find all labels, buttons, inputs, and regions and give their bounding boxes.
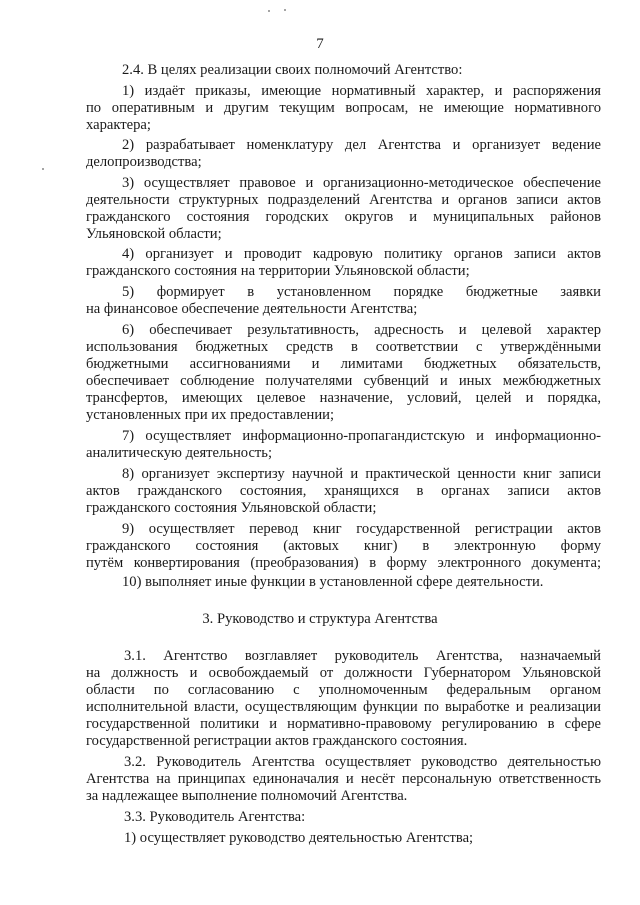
paragraph-line: области по согласованию с уполномоченным федеральным органом xyxy=(86,682,601,698)
paragraph-line: 5) формирует в установленном порядке бюджетные заявки xyxy=(122,284,601,300)
paragraph-line: актов гражданского состояния, хранящихся в органах записи актов xyxy=(86,483,601,499)
paragraph-line: 6) обеспечивает результативность, адресность и целевой характер xyxy=(122,322,601,338)
scan-speck xyxy=(268,10,270,12)
paragraph-line: путём конвертирования (преобразования) в форму электронного документа; xyxy=(86,555,601,571)
paragraph-line: использования бюджетных средств в соответствии с утверждёнными xyxy=(86,339,601,355)
paragraph-line: 2.4. В целях реализации своих полномочий Агентство: xyxy=(122,62,463,78)
scan-speck xyxy=(284,9,286,11)
paragraph-line: государственной политики и нормативно-правовому регулированию в сфере xyxy=(86,716,601,732)
paragraph-line: аналитическую деятельность; xyxy=(86,445,273,461)
paragraph-line: 3.3. Руководитель Агентства: xyxy=(124,809,306,825)
scan-speck xyxy=(42,168,44,170)
paragraph-line: на финансовое обеспечение деятельности Агентства; xyxy=(86,301,418,317)
paragraph-line: деятельности структурных подразделений Агентства и органов записи актов xyxy=(86,192,601,208)
paragraph-line: государственной регистрации актов гражданского состояния. xyxy=(86,733,468,749)
paragraph-line: бюджетными ассигнованиями и лимитами бюджетных обязательств, xyxy=(86,356,601,372)
paragraph-line: 1) осуществляет руководство деятельностью Агентства; xyxy=(124,830,474,846)
paragraph-line: 4) организует и проводит кадровую политику органов записи актов xyxy=(122,246,601,262)
paragraph-line: 8) организует экспертизу научной и практической ценности книг записи xyxy=(122,466,601,482)
paragraph-line: гражданского состояния на территории Ульяновской области; xyxy=(86,263,470,279)
paragraph-line: 3.1. Агентство возглавляет руководитель Агентства, назначаемый xyxy=(124,648,601,664)
paragraph-line: исполнительной власти, осуществляющим функции по выработке и реализации xyxy=(86,699,601,715)
paragraph-line: 3) осуществляет правовое и организационно-методическое обеспечение xyxy=(122,175,601,191)
paragraph-line: гражданского состояния (актовых книг) в электронную форму xyxy=(86,538,601,554)
paragraph-line: 9) осуществляет перевод книг государственной регистрации актов xyxy=(122,521,601,537)
paragraph-line: делопроизводства; xyxy=(86,154,202,170)
paragraph-line: 1) издаёт приказы, имеющие нормативный характер, и распоряжения xyxy=(122,83,601,99)
paragraph-line: трансфертов, имеющих целевое назначение, условий, целей и порядка, xyxy=(86,390,601,406)
paragraph-line: 10) выполняет иные функции в установленной сфере деятельности. xyxy=(122,574,544,590)
paragraph-line: гражданского состояния Ульяновской области; xyxy=(86,500,377,516)
paragraph-line: гражданского состояния городских округов и муниципальных районов xyxy=(86,209,601,225)
page-number: 7 xyxy=(316,36,324,52)
paragraph-line: Агентства на принципах единоначалия и несёт персональную ответственность xyxy=(86,771,601,787)
paragraph-line: на должность и освобождаемый от должности Губернатором Ульяновской xyxy=(86,665,601,681)
paragraph-line: Ульяновской области; xyxy=(86,226,222,242)
paragraph-line: 7) осуществляет информационно-пропагандистскую и информационно- xyxy=(122,428,601,444)
section-heading: 3. Руководство и структура Агентства xyxy=(202,611,438,627)
paragraph-line: за надлежащее выполнение полномочий Агентства. xyxy=(86,788,408,804)
paragraph-line: 2) разрабатывает номенклатуру дел Агентства и организует ведение xyxy=(122,137,601,153)
paragraph-line: 3.2. Руководитель Агентства осуществляет руководство деятельностью xyxy=(124,754,601,770)
paragraph-line: по оперативным и другим текущим вопросам, не имеющие нормативного xyxy=(86,100,601,116)
paragraph-line: характера; xyxy=(86,117,151,133)
paragraph-line: обеспечивает соблюдение получателями субвенций и иных межбюджетных xyxy=(86,373,601,389)
paragraph-line: установленных при их предоставлении; xyxy=(86,407,334,423)
